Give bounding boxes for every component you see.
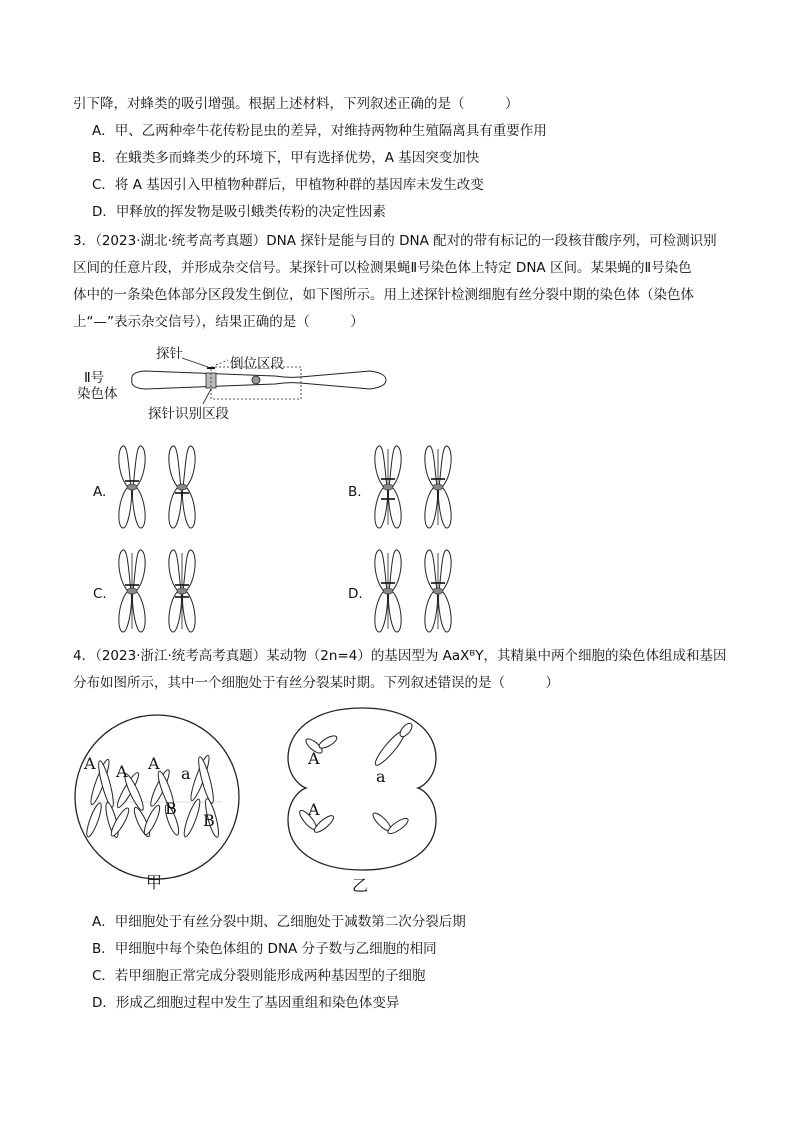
q3-stem-line-1: 3．（2023·湖北·统考高考真题）DNA 探针是能与目的 DNA 配对的带有标记的一段核苷酸序列，可检测识别 bbox=[73, 233, 717, 249]
inversion-label: 倒位区段 bbox=[230, 356, 284, 372]
cell-yi-figure bbox=[282, 702, 442, 874]
cell-jia-gene-1: A bbox=[84, 754, 96, 773]
cell-jia-gene-2: A bbox=[116, 762, 128, 781]
cell-yi-gene-1: A bbox=[308, 749, 320, 768]
q2-option-c: C．将 A 基因引入甲植物种群后，甲植物种群的基因库未发生改变 bbox=[92, 177, 484, 193]
cell-yi-gene-2: a bbox=[376, 767, 386, 786]
q3-choice-c-label: C. bbox=[93, 586, 107, 602]
probe-recognition-label: 探针识别区段 bbox=[148, 406, 229, 422]
chromosome-label-line2: 染色体 bbox=[77, 386, 118, 402]
q2-option-d: D．甲释放的挥发物是吸引蛾类传粉的决定性因素 bbox=[92, 204, 386, 220]
q3-choice-b-figure bbox=[368, 443, 458, 533]
q4-option-a: A．甲细胞处于有丝分裂中期、乙细胞处于减数第二次分裂后期 bbox=[92, 914, 466, 930]
cell-jia-caption: 甲 bbox=[146, 873, 163, 892]
q3-choice-d-figure bbox=[368, 547, 458, 637]
cell-jia-figure bbox=[72, 712, 242, 882]
q4-stem-line-1: 4．（2023·浙江·统考高考真题）某动物（2n=4）的基因型为 AaXᴮY，其精巢中两个细胞的染色体组成和基因 bbox=[73, 648, 727, 664]
q4-option-b: B．甲细胞中每个染色体组的 DNA 分子数与乙细胞的相同 bbox=[92, 941, 437, 957]
q3-stem-line-3: 体中的一条染色体部分区段发生倒位，如下图所示。用上述探针检测细胞有丝分裂中期的染色体（染色体 bbox=[73, 287, 694, 303]
cell-yi-caption: 乙 bbox=[352, 876, 369, 895]
q2-stem-tail: 引下降，对蜂类的吸引增强。根据上述材料，下列叙述正确的是（ ） bbox=[73, 96, 519, 112]
cell-yi-gene-3: A bbox=[308, 800, 320, 819]
q3-choice-a-figure bbox=[112, 443, 202, 533]
q3-stem-line-4: 上“—”表示杂交信号），结果正确的是（ ） bbox=[73, 314, 364, 330]
q2-option-b: B．在蛾类多而蜂类少的环境下，甲有选择优势，A 基因突变加快 bbox=[92, 150, 480, 166]
q3-choice-b-label: B. bbox=[348, 484, 362, 500]
cell-jia-gene-5: B bbox=[165, 799, 177, 818]
cell-jia-gene-3: A bbox=[148, 754, 160, 773]
chromosome-label-line1: Ⅱ号 bbox=[84, 370, 105, 386]
q4-stem-line-2: 分布如图所示，其中一个细胞处于有丝分裂某时期。下列叙述错误的是（ ） bbox=[73, 675, 559, 691]
q3-choice-c-figure bbox=[112, 547, 202, 637]
q2-option-a: A．甲、乙两种牵牛花传粉昆虫的差异，对维持两物种生殖隔离具有重要作用 bbox=[92, 123, 547, 139]
q3-choice-d-label: D. bbox=[348, 586, 363, 602]
probe-label: 探针 bbox=[156, 346, 183, 362]
q4-option-d: D．形成乙细胞过程中发生了基因重组和染色体变异 bbox=[92, 995, 400, 1011]
q3-stem-line-2: 区间的任意片段，并形成杂交信号。某探针可以检测果蝇Ⅱ号染色体上特定 DNA 区间。某果蝇的Ⅱ号染色 bbox=[73, 260, 692, 276]
cell-jia-gene-6: B bbox=[203, 811, 215, 830]
q3-choice-a-label: A. bbox=[93, 484, 107, 500]
cell-jia-gene-4: a bbox=[181, 764, 191, 783]
q4-option-c: C．若甲细胞正常完成分裂则能形成两种基因型的子细胞 bbox=[92, 968, 426, 984]
